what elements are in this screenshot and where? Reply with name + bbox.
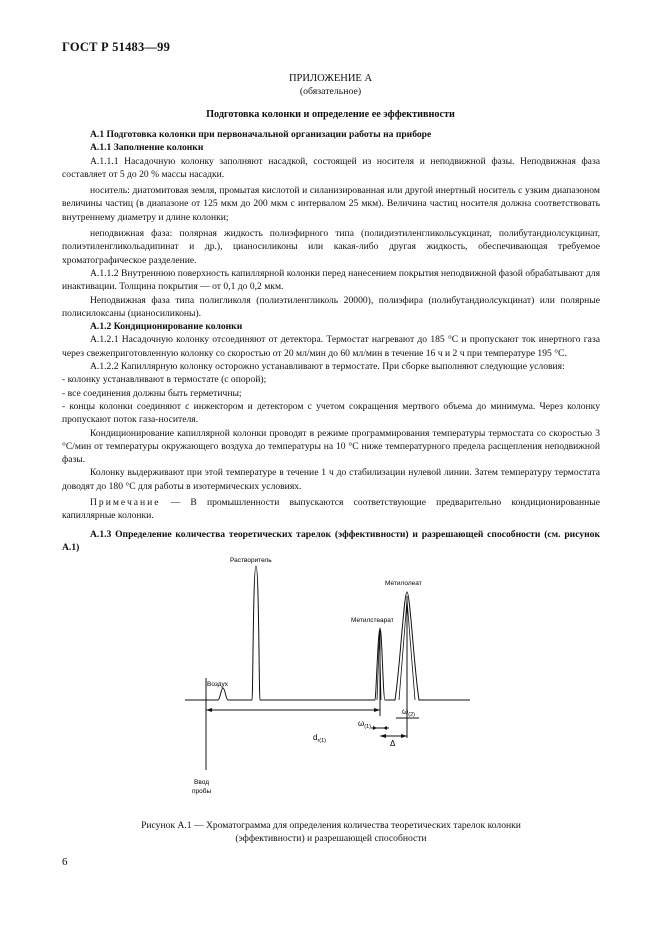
para-a121: А.1.2.1 Насадочную колонку отсоединяют от детектора. Термостат нагревают до 185 °С и пропускают ток инертного газа через свежеприготовленную колонку со скоростью от 20 мл/мин до 60 мл/мин в течение 16 ч и 2 ч при температуре 195 °С. [62, 334, 600, 359]
body-text [62, 128, 600, 554]
appendix-heading: Подготовка колонки и определение ее эффективности [206, 109, 455, 120]
para-a112-2: Неподвижная фаза типа полигликоля (полиэтиленгликоль 20000), полиэфира (полибутандиолсукцинат) или полярные полисилоксаны (цианосиликоны). [62, 294, 600, 319]
chromatogram-trace [185, 566, 470, 700]
label-methyl-oleate: Метилолеат [385, 580, 422, 587]
note-label: Примечание [90, 497, 161, 509]
label-solvent: Растворитель [230, 557, 272, 564]
para-a111-1: А.1.1.1 Насадочную колонку заполняют насадкой, состоящей из носителя и неподвижной фазы. Неподвижная фаза составляет от 5 до 20 % массы насадки. [62, 155, 600, 180]
section-a1: А.1 Подготовка колонки при первоначальной организации работы на приборе [90, 129, 432, 140]
arrowhead [374, 708, 380, 712]
caption-line-1: Рисунок А.1 — Хроматограмма для определения количества теоретических тарелок колонки [141, 820, 521, 831]
list-item-1: - колонку устанавливают в термостате (с опорой); [62, 374, 267, 386]
w1-symbol: ω [358, 719, 365, 728]
para-a112-1: А.1.1.2 Внутреннюю поверхность капиллярной колонки перед нанесением покрытия неподвижной фазой обрабатывают для инактивации. Толщина покрытия — от 0,1 до 0,2 мкм. [62, 267, 600, 293]
chromatogram-figure [180, 548, 500, 808]
label-injection-1: Ввод [194, 779, 209, 786]
para-a122: А.1.2.2 Капиллярную колонку осторожно устанавливают в термостате. При сборке выполняют следующие условия: [90, 361, 565, 373]
para-a111-3: неподвижная фаза: полярная жидкость полиэфирного типа (полидиэтиленгликольсукцинат, полибутандиолсукцинат, полиэтиленгликольадипинат и др.), цианосиликоны или какая-либо другая жидкость, обеспечивающая требуемое хроматографическое разделение. [62, 228, 600, 266]
label-air: Воздух [207, 681, 229, 688]
label-delta: Δ [390, 739, 396, 748]
label-w1 [358, 719, 371, 730]
arrowhead [373, 726, 377, 730]
note [62, 496, 600, 523]
dr1-subscript: r(1) [317, 738, 327, 744]
page-number: 6 [62, 856, 68, 868]
list-item-2: - все соединения должны быть герметичны; [62, 387, 242, 399]
label-dr1 [313, 733, 326, 744]
arrowhead [383, 726, 387, 730]
para-a111-2: носитель: диатомитовая земля, промытая кислотой и силанизированная или другой инертный носитель с узким диапазоном величины частиц (в диапазоне от 125 мкм до 200 мкм с интервалом 25 мкм). Величина частиц носителя должна соответствовать внутреннему диаметру и длине колонки; [62, 185, 600, 223]
arrowhead [401, 734, 407, 738]
figure-caption [62, 820, 600, 845]
section-a13: А.1.3 Определение количества теоретических тарелок (эффективности) и разрешающей способности (см. рисунок А.1) [62, 528, 600, 553]
para-hold: Колонку выдерживают при этой температуре в течение 1 ч до стабилизации нулевой линии. Затем температуру термостата доводят до 180 °С для работы в изотермических условиях. [62, 467, 600, 492]
standard-code: ГОСТ Р 51483—99 [62, 40, 171, 54]
w1-subscript: (1) [364, 724, 371, 730]
dr1-symbol: d [313, 733, 318, 742]
appendix-subtitle: (обязательное) [299, 86, 362, 97]
caption-line-2: (эффективности) и разрешающей способности [235, 832, 427, 844]
arrowhead [380, 734, 386, 738]
appendix-title: ПРИЛОЖЕНИЕ А [288, 73, 373, 84]
w2-subscript: (2) [408, 712, 415, 718]
note-text: — В промышленности выпускаются соответствующие предварительно кондиционированные капиллярные колонки. [62, 497, 600, 522]
label-methyl-stearate: Метилстеарат [351, 617, 394, 624]
label-injection-2: пробы [192, 788, 212, 795]
w2-symbol: ω [402, 707, 409, 716]
label-w2 [402, 707, 415, 718]
arrowhead [206, 708, 212, 712]
section-a11: А.1.1 Заполнение колонки [90, 142, 204, 154]
list-item-3: - концы колонки соединяют с инжектором и детектором с учетом сокращения мертвого объема до минимума. Через колонку пропускают поток газа-носителя. [62, 400, 600, 426]
para-conditioning: Кондиционирование капиллярной колонки проводят в режиме программирования температуры термостата со скоростью 3 °С/мин от температуры окружающего воздуха до температуры на 10 °С ниже температурного предела расщепления неподвижной фазы. [62, 427, 600, 466]
section-a12: А.1.2 Кондиционирование колонки [90, 321, 243, 333]
